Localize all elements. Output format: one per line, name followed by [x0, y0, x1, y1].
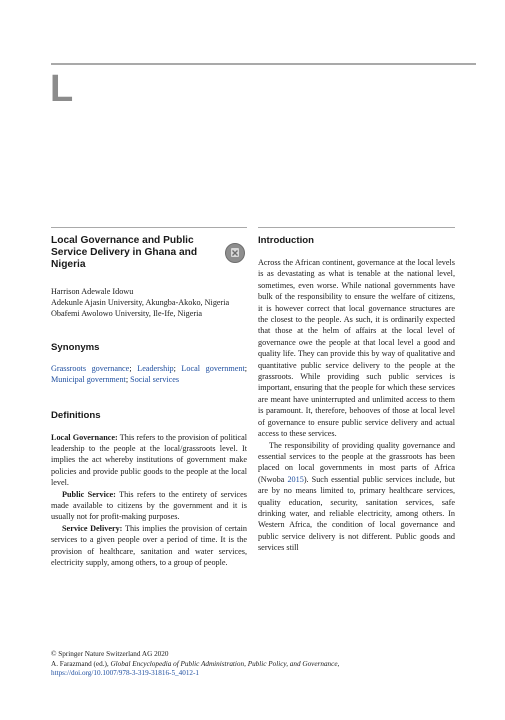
citation-line: A. Farazmand (ed.), Global Encyclopedia of Public Administration, Public Policy, and Governance,	[51, 659, 340, 668]
copyright-line: © Springer Nature Switzerland AG 2020	[51, 650, 169, 658]
definition-item	[51, 489, 247, 523]
body-paragraph: Across the African continent, governance at the local levels is as devastating as what is tenable at the national level, sometimes, even worse. While national governments have bulk of the responsibility to ensure the welfare of citizens, it is however correct that local governance structures are the closest to the people. As such, it is ordinarily expected that those at the helm of affairs at the local level of governance owe the people at that local level a good and quality life. They can provide this by way of qualitative and quantitative public service delivery to the people at the grassroots. While providing such public services is important, ensuring that the people for which these services are meant have uninterrupted and unlimited access to them is paramount. It, therefore, behooves of those at local level of governance to ensure public service delivery and actual access to these services.	[258, 258, 455, 439]
definitions-list	[51, 432, 247, 569]
definition-item	[51, 523, 247, 569]
synonyms-list: Grassroots governance; Leadership; Local government; Municipal government; Social services	[51, 363, 248, 385]
definition-term: Local Governance:	[51, 432, 118, 442]
definition-term: Service Delivery:	[62, 523, 123, 533]
doi-link[interactable]: https://doi.org/10.1007/978-3-319-31816-5_4012-1	[51, 669, 200, 678]
definition-text: This refers to the provision of political leadership to the people at the local/grassroots level. It implies the act whereby institutions of government make policies and provide public goods to the people at the local level.	[51, 432, 247, 488]
synonym-link[interactable]: Grassroots governance	[51, 363, 130, 373]
page-footer	[51, 650, 451, 679]
crossmark-icon[interactable]	[225, 243, 245, 263]
article-title: Local Governance and Public Service Delivery in Ghana and Nigeria	[51, 235, 198, 271]
author-affiliation: Adekunle Ajasin University, Akungba-Akoko, Nigeria	[51, 298, 230, 308]
author-name: Harrison Adewale Idowu	[51, 286, 134, 296]
chapter-letter: L	[50, 68, 74, 110]
left-column	[51, 227, 247, 569]
synonyms-heading: Synonyms	[51, 341, 100, 353]
citation-author: Nwoba	[260, 474, 288, 484]
title-block	[51, 235, 247, 272]
right-column-rule	[258, 227, 455, 228]
definition-term: Public Service:	[62, 489, 116, 499]
synonym-link[interactable]: Local government	[181, 363, 245, 373]
definition-text: This implies the provision of certain services to a given people over a period of time. It is the provision of healthcare, sanitation and water services, electricity supply, among others, to a group of people.	[51, 523, 247, 568]
definition-text: This refers to the entirety of services made available to citizens by the government and it is usually not for profit-making purposes.	[51, 489, 247, 522]
citation-link[interactable]: 2015	[287, 474, 304, 484]
left-column-rule	[51, 227, 247, 228]
introduction-heading: Introduction	[258, 235, 314, 246]
author-block	[51, 286, 247, 320]
definition-item	[51, 432, 247, 489]
synonym-link[interactable]: Leadership	[137, 363, 174, 373]
synonym-link[interactable]: Social services	[130, 375, 180, 385]
definitions-heading: Definitions	[51, 409, 101, 421]
top-rule	[51, 63, 476, 65]
right-column	[258, 227, 455, 554]
introduction-body	[258, 257, 455, 554]
author-affiliation: Obafemi Awolowo University, Ile-Ife, Nigeria	[51, 309, 203, 319]
encyclopedia-title: Global Encyclopedia of Public Administration, Public Policy, and Governance	[110, 659, 338, 668]
body-paragraph: The responsibility of providing quality governance and essential services to the people at the grassroots has been placed on local governments in most parts of Africa (Nwoba 2015). Such essential public services include, but are by no means limited to, primary healthcare services, quality education, security, sanitation services, safe drinking water, and reliable electricity, among others. In Western Africa, the condition of local governance and public service delivery is not different. Public goods and services still	[258, 440, 455, 553]
synonym-link[interactable]: Municipal government	[51, 375, 126, 385]
